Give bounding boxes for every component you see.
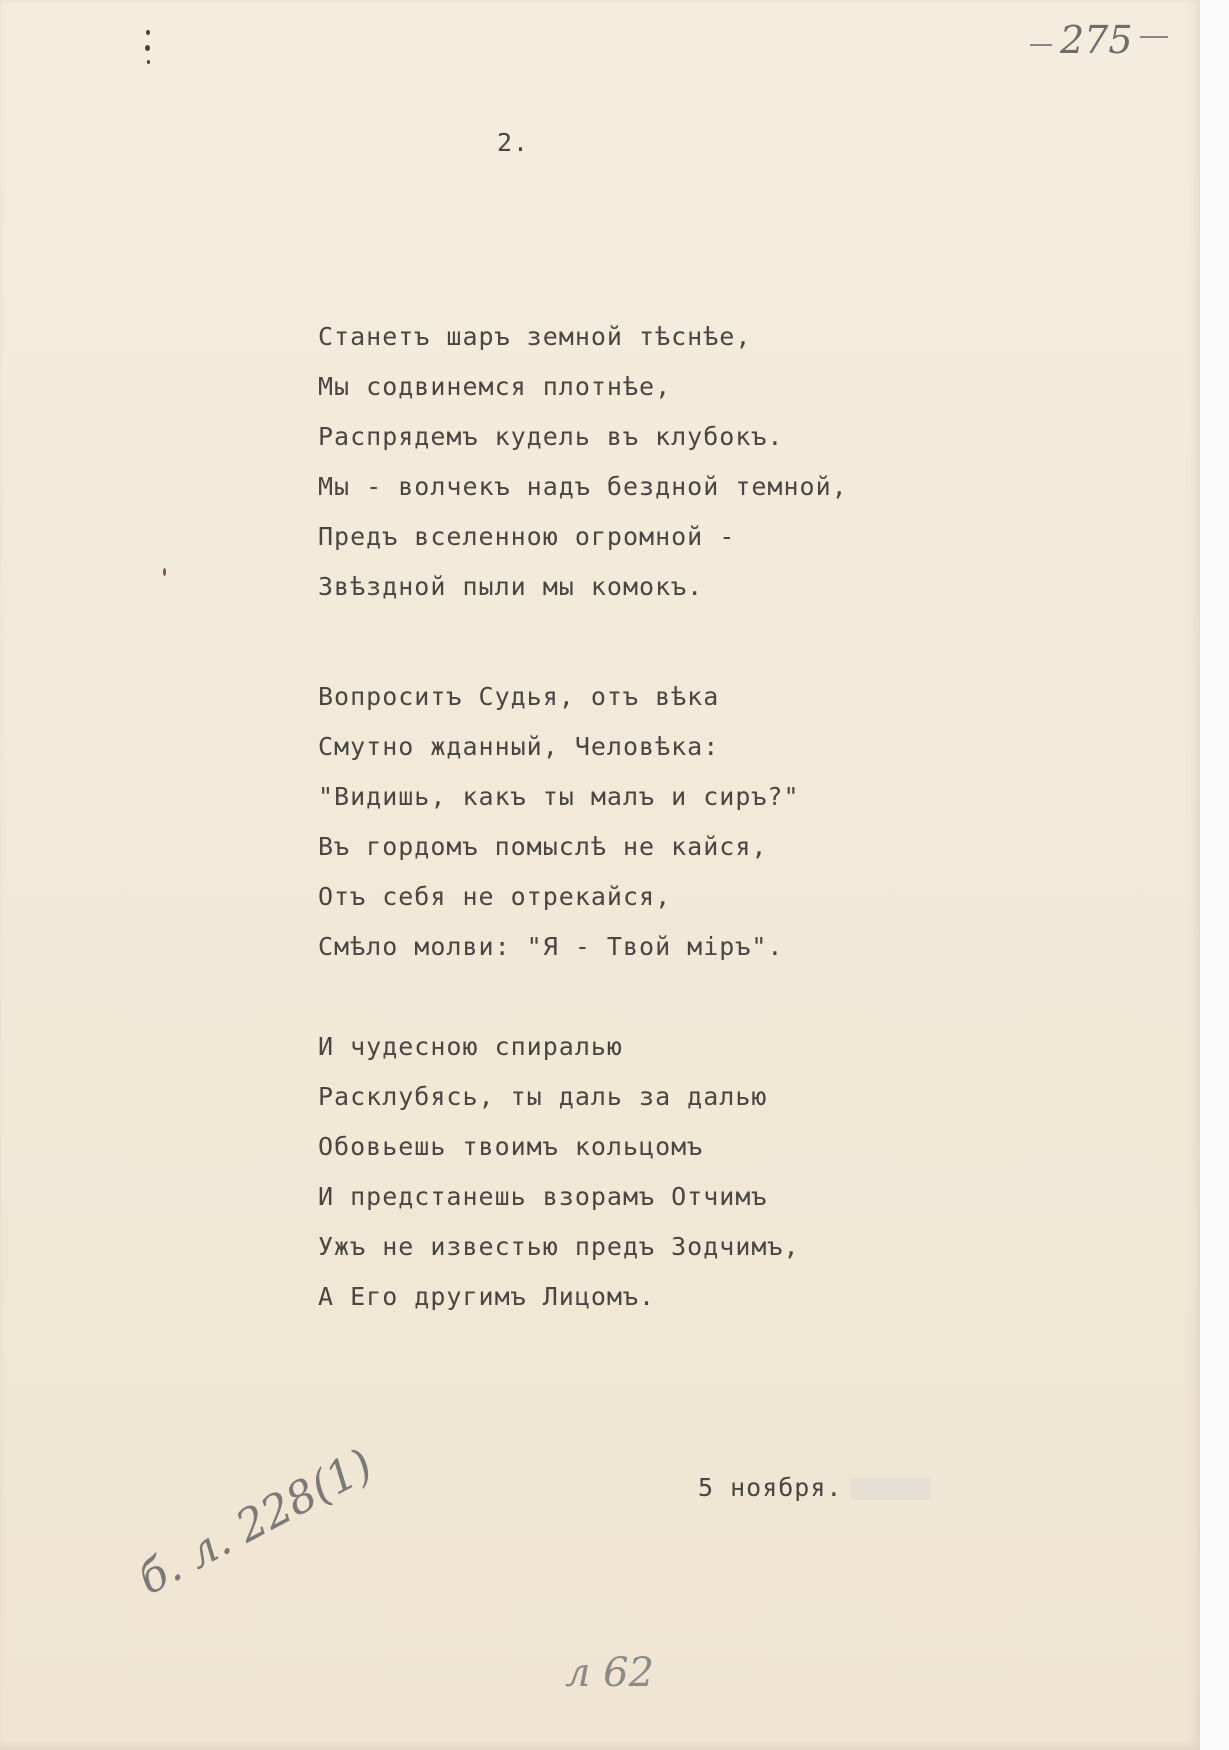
poem-line: И чудесною спиралью [318,1032,623,1061]
date-year-faded [850,1478,930,1500]
folio-dash-left [1030,44,1052,46]
binding-hole-mark [147,60,150,64]
folio-number: 275 [1060,18,1133,62]
section-number: 2. [497,128,530,157]
folio-dash-right [1140,36,1168,38]
poem-line: Смутно жданный, Человѣка: [318,732,720,761]
poem-line: Распрядемъ кудель въ клубокъ. [318,422,784,451]
poem-line: Звѣздной пыли мы комокъ. [318,572,704,601]
poem-line: Обовьешь твоимъ кольцомъ [318,1132,704,1161]
poem-line: Мы - волчекъ надъ бездной темной, [318,472,848,501]
bottom-mark: л 62 [565,1650,655,1696]
sheet-mark: б. л. 228(1) [130,1439,381,1606]
poem-line: Предъ вселенною огромной - [318,522,736,551]
paper-speck [163,568,166,576]
binding-hole-mark [145,45,150,51]
poem-line: "Видишь, какъ ты малъ и сиръ?" [318,782,800,811]
scan-edge [1200,0,1229,1750]
poem-line: И предстанешь взорамъ Отчимъ [318,1182,768,1211]
poem-body [318,322,938,1322]
poem-line: Мы содвинемся плотнѣе, [318,372,672,401]
poem-line: Расклубясь, ты даль за далью [318,1082,768,1111]
poem-line: Въ гордомъ помыслѣ не кайся, [318,832,768,861]
poem-date: 5 ноября. [698,1473,843,1502]
poem-line: Ужъ не известью предъ Зодчимъ, [318,1232,800,1261]
poem-line: Вопроситъ Судья, отъ вѣка [318,682,720,711]
poem-line: А Его другимъ Лицомъ. [318,1282,656,1311]
binding-hole-mark [146,30,150,35]
poem-line: Отъ себя не отрекайся, [318,882,672,911]
poem-line: Смѣло молви: "Я - Твой міръ". [318,932,784,961]
poem-line: Станетъ шаръ земной тѣснѣе, [318,322,752,351]
